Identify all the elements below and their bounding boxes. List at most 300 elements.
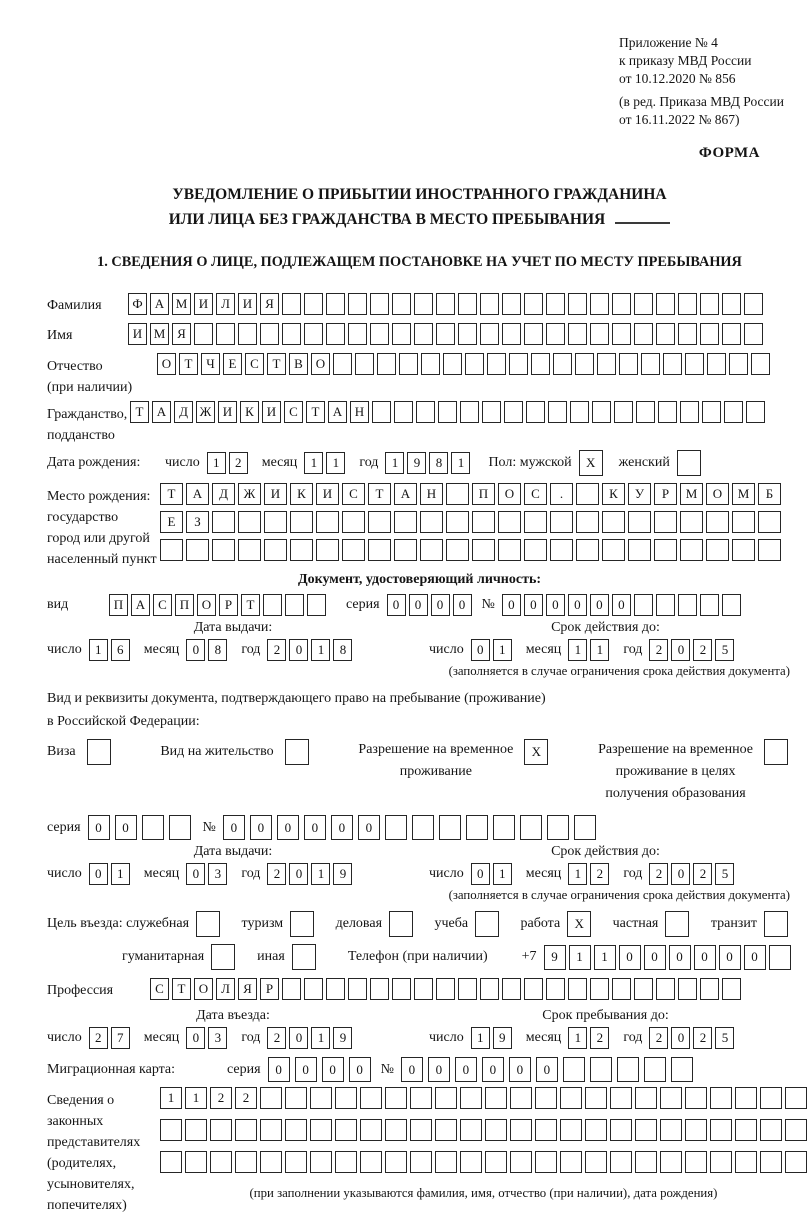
year-label: год bbox=[623, 1030, 643, 1045]
char-cell: 1 bbox=[160, 1087, 182, 1109]
empty-char-cell bbox=[285, 594, 304, 616]
empty-char-cell bbox=[635, 1087, 657, 1109]
char-cell: 0 bbox=[694, 945, 716, 970]
empty-char-cell bbox=[460, 1087, 482, 1109]
empty-char-cell bbox=[610, 1087, 632, 1109]
char-cell: 2 bbox=[210, 1087, 232, 1109]
char-cell: 8 bbox=[333, 639, 352, 661]
checkbox-cell bbox=[196, 911, 220, 937]
empty-char-cell bbox=[392, 293, 411, 315]
purpose-humanitarian bbox=[122, 944, 235, 970]
empty-char-cell bbox=[658, 401, 677, 423]
empty-char-cell bbox=[238, 539, 261, 561]
char-cell: 1 bbox=[451, 452, 470, 474]
series-label: серия bbox=[346, 597, 380, 612]
checkbox-cell bbox=[290, 911, 314, 937]
char-cell: 6 bbox=[111, 639, 130, 661]
entry-date bbox=[47, 1027, 419, 1049]
char-cell: Т bbox=[179, 353, 198, 375]
checkbox-cell bbox=[764, 911, 788, 937]
empty-char-cell bbox=[342, 511, 365, 533]
empty-char-cell bbox=[480, 293, 499, 315]
char-cell: О bbox=[194, 978, 213, 1000]
char-cell: И bbox=[262, 401, 281, 423]
doc-number-cells bbox=[502, 594, 741, 616]
empty-char-cell bbox=[368, 511, 391, 533]
purpose-private-label: частная bbox=[612, 916, 659, 931]
empty-char-cell bbox=[238, 323, 257, 345]
valid-until-label: Срок действия до: bbox=[551, 844, 660, 859]
annex-edit-note bbox=[619, 93, 792, 129]
empty-char-cell bbox=[597, 353, 616, 375]
char-cell: 0 bbox=[671, 1027, 690, 1049]
empty-char-cell bbox=[485, 1119, 507, 1141]
empty-char-cell bbox=[614, 401, 633, 423]
identity-issue-year-cells bbox=[267, 639, 352, 661]
residence-doc-date-headers bbox=[47, 844, 792, 860]
checkbox-cell bbox=[665, 911, 689, 937]
char-cell: 0 bbox=[509, 1057, 531, 1082]
char-cell: 0 bbox=[250, 815, 272, 840]
empty-char-cell bbox=[285, 1119, 307, 1141]
series-label: серия bbox=[47, 819, 81, 835]
month-label: месяц bbox=[143, 642, 180, 657]
empty-char-cell bbox=[485, 1087, 507, 1109]
empty-char-cell bbox=[546, 978, 565, 1000]
empty-char-cell bbox=[392, 323, 411, 345]
empty-char-cell bbox=[260, 1119, 282, 1141]
empty-char-cell bbox=[560, 1119, 582, 1141]
empty-char-cell bbox=[169, 815, 191, 840]
empty-char-cell bbox=[576, 539, 599, 561]
empty-char-cell bbox=[316, 539, 339, 561]
purpose-work-checkbox bbox=[567, 911, 591, 937]
residence-valid-date bbox=[419, 863, 792, 885]
empty-char-cell bbox=[585, 1087, 607, 1109]
char-cell: Н bbox=[350, 401, 369, 423]
empty-char-cell bbox=[576, 483, 599, 505]
stay-day-cells bbox=[471, 1027, 512, 1049]
empty-char-cell bbox=[535, 1151, 557, 1173]
empty-char-cell bbox=[663, 353, 682, 375]
doc-type-label: вид bbox=[47, 597, 69, 612]
empty-char-cell bbox=[671, 1057, 693, 1082]
char-cell: 1 bbox=[111, 863, 130, 885]
empty-char-cell bbox=[641, 353, 660, 375]
empty-char-cell bbox=[509, 353, 528, 375]
empty-char-cell bbox=[264, 511, 287, 533]
option-residence-permit bbox=[160, 739, 308, 765]
temp-residence-checkbox bbox=[524, 739, 548, 765]
empty-char-cell bbox=[285, 1087, 307, 1109]
empty-char-cell bbox=[458, 323, 477, 345]
empty-char-cell bbox=[458, 293, 477, 315]
surname-cells bbox=[128, 293, 763, 315]
patronymic-label bbox=[47, 353, 157, 398]
empty-char-cell bbox=[636, 401, 655, 423]
empty-char-cell bbox=[394, 539, 417, 561]
char-cell: 0 bbox=[455, 1057, 477, 1082]
empty-char-cell bbox=[326, 293, 345, 315]
empty-char-cell bbox=[436, 323, 455, 345]
patronymic-label-line2: (при наличии) bbox=[47, 380, 133, 395]
day-label: число bbox=[47, 866, 82, 881]
empty-char-cell bbox=[656, 594, 675, 616]
empty-char-cell bbox=[446, 483, 469, 505]
residence-valid-year-cells bbox=[649, 863, 734, 885]
char-cell: 0 bbox=[277, 815, 299, 840]
empty-char-cell bbox=[210, 1151, 232, 1173]
purpose-transit-checkbox bbox=[764, 911, 788, 937]
char-cell: М bbox=[172, 293, 191, 315]
char-cell: 0 bbox=[590, 594, 609, 616]
empty-char-cell bbox=[348, 323, 367, 345]
empty-char-cell bbox=[290, 539, 313, 561]
char-cell: У bbox=[628, 483, 651, 505]
option-visa bbox=[47, 739, 111, 765]
empty-char-cell bbox=[510, 1087, 532, 1109]
empty-char-cell bbox=[560, 1087, 582, 1109]
char-cell: 0 bbox=[471, 863, 490, 885]
char-cell: П bbox=[109, 594, 128, 616]
form-title-line2 bbox=[47, 207, 792, 232]
char-cell: 1 bbox=[568, 1027, 587, 1049]
empty-char-cell bbox=[634, 978, 653, 1000]
char-cell: 0 bbox=[524, 594, 543, 616]
empty-char-cell bbox=[435, 1087, 457, 1109]
char-cell: Ф bbox=[128, 293, 147, 315]
checkbox-cell: X bbox=[567, 911, 591, 937]
char-cell: О bbox=[157, 353, 176, 375]
char-cell: 0 bbox=[268, 1057, 290, 1082]
empty-char-cell bbox=[326, 323, 345, 345]
empty-char-cell bbox=[735, 1087, 757, 1109]
purpose-other-label: иная bbox=[257, 949, 285, 964]
empty-char-cell bbox=[282, 323, 301, 345]
empty-char-cell bbox=[335, 1119, 357, 1141]
checkbox-cell: X bbox=[579, 450, 603, 476]
entry-month-cells bbox=[186, 1027, 227, 1049]
empty-char-cell bbox=[260, 1087, 282, 1109]
empty-char-cell bbox=[610, 1119, 632, 1141]
form-title bbox=[47, 182, 792, 232]
purpose-tourism-label: туризм bbox=[241, 916, 284, 931]
empty-char-cell bbox=[285, 1151, 307, 1173]
empty-char-cell bbox=[392, 978, 411, 1000]
empty-char-cell bbox=[290, 511, 313, 533]
purpose-business-checkbox bbox=[389, 911, 413, 937]
empty-char-cell bbox=[634, 293, 653, 315]
char-cell: Т bbox=[368, 483, 391, 505]
empty-char-cell bbox=[502, 978, 521, 1000]
birth-place-label-line4: населенный пункт bbox=[47, 552, 157, 567]
empty-char-cell bbox=[590, 293, 609, 315]
representatives-label-line: попечителях) bbox=[47, 1198, 127, 1213]
citizenship-label-line1: Гражданство, bbox=[47, 407, 128, 422]
purpose-official-checkbox bbox=[196, 911, 220, 937]
empty-char-cell bbox=[304, 323, 323, 345]
empty-char-cell bbox=[502, 293, 521, 315]
empty-char-cell bbox=[574, 815, 596, 840]
char-cell: 0 bbox=[719, 945, 741, 970]
char-cell: С bbox=[150, 978, 169, 1000]
residence-doc-intro1: Вид и реквизиты документа, подтверждающего право на пребывание (проживание) bbox=[47, 691, 546, 706]
stay-until-label: Срок пребывания до: bbox=[542, 1008, 669, 1023]
empty-char-cell bbox=[722, 978, 741, 1000]
checkbox-cell bbox=[764, 739, 788, 765]
empty-char-cell bbox=[524, 293, 543, 315]
empty-char-cell bbox=[310, 1151, 332, 1173]
representatives-row bbox=[47, 1087, 792, 1216]
empty-char-cell bbox=[760, 1119, 782, 1141]
empty-char-cell bbox=[342, 539, 365, 561]
char-cell: К bbox=[602, 483, 625, 505]
char-cell: И bbox=[316, 483, 339, 505]
empty-char-cell bbox=[575, 353, 594, 375]
empty-char-cell bbox=[510, 1151, 532, 1173]
purpose-study-label: учеба bbox=[434, 916, 469, 931]
char-cell: Т bbox=[172, 978, 191, 1000]
empty-char-cell bbox=[656, 323, 675, 345]
char-cell: Д bbox=[212, 483, 235, 505]
char-cell: О bbox=[706, 483, 729, 505]
migration-number-cells bbox=[401, 1057, 693, 1082]
profession-cells bbox=[150, 978, 741, 1000]
char-cell: С bbox=[342, 483, 365, 505]
checkbox-cell bbox=[677, 450, 701, 476]
char-cell: А bbox=[152, 401, 171, 423]
char-cell: 2 bbox=[590, 1027, 609, 1049]
empty-char-cell bbox=[602, 511, 625, 533]
identity-issue-date bbox=[47, 639, 419, 661]
purpose-study-checkbox bbox=[475, 911, 499, 937]
char-cell: 0 bbox=[387, 594, 406, 616]
empty-char-cell bbox=[235, 1151, 257, 1173]
empty-char-cell bbox=[443, 353, 462, 375]
char-cell: 1 bbox=[304, 452, 323, 474]
checkbox-cell bbox=[285, 739, 309, 765]
char-cell: И bbox=[238, 293, 257, 315]
empty-char-cell bbox=[710, 1119, 732, 1141]
empty-char-cell bbox=[460, 1119, 482, 1141]
empty-char-cell bbox=[282, 293, 301, 315]
char-cell: 5 bbox=[715, 863, 734, 885]
empty-char-cell bbox=[263, 594, 282, 616]
char-cell: 2 bbox=[693, 1027, 712, 1049]
profession-row bbox=[47, 978, 792, 1001]
empty-char-cell bbox=[619, 353, 638, 375]
char-cell: 1 bbox=[568, 863, 587, 885]
char-cell: П bbox=[175, 594, 194, 616]
empty-char-cell bbox=[310, 1087, 332, 1109]
empty-char-cell bbox=[526, 401, 545, 423]
char-cell: 9 bbox=[544, 945, 566, 970]
valid-until-label: Срок действия до: bbox=[551, 620, 660, 635]
citizenship-cells bbox=[130, 401, 765, 423]
empty-char-cell bbox=[592, 401, 611, 423]
char-cell: И bbox=[218, 401, 237, 423]
phone-cells bbox=[544, 945, 791, 970]
char-cell: 0 bbox=[409, 594, 428, 616]
birth-place-label bbox=[47, 483, 160, 570]
empty-char-cell bbox=[546, 323, 565, 345]
empty-char-cell bbox=[212, 511, 235, 533]
char-cell: 0 bbox=[186, 1027, 205, 1049]
representatives-note: (при заполнении указываются фамилия, имя, отчество (при наличии), дата рождения) bbox=[249, 1186, 718, 1200]
identity-valid-month-cells bbox=[568, 639, 609, 661]
empty-char-cell bbox=[746, 401, 765, 423]
empty-char-cell bbox=[421, 353, 440, 375]
char-cell: 2 bbox=[267, 639, 286, 661]
number-label: № bbox=[380, 1061, 394, 1077]
empty-char-cell bbox=[680, 401, 699, 423]
visa-label: Виза bbox=[47, 744, 76, 759]
entry-day-cells bbox=[89, 1027, 130, 1049]
purpose-humanitarian-label: гуманитарная bbox=[122, 949, 205, 964]
char-cell: 1 bbox=[568, 639, 587, 661]
residence-number-cells bbox=[223, 815, 596, 840]
humanitarian-phone-row bbox=[122, 944, 792, 970]
empty-char-cell bbox=[458, 978, 477, 1000]
empty-char-cell bbox=[498, 539, 521, 561]
char-cell: 9 bbox=[333, 863, 352, 885]
empty-char-cell bbox=[628, 511, 651, 533]
char-cell: 1 bbox=[471, 1027, 490, 1049]
char-cell: Р bbox=[219, 594, 238, 616]
empty-char-cell bbox=[333, 353, 352, 375]
empty-char-cell bbox=[438, 401, 457, 423]
empty-char-cell bbox=[535, 1087, 557, 1109]
empty-char-cell bbox=[465, 353, 484, 375]
empty-char-cell bbox=[700, 978, 719, 1000]
char-cell: 0 bbox=[289, 1027, 308, 1049]
residence-series-cells bbox=[88, 815, 191, 840]
char-cell: И bbox=[128, 323, 147, 345]
identity-valid-date bbox=[419, 639, 792, 661]
empty-char-cell bbox=[439, 815, 461, 840]
empty-char-cell bbox=[758, 539, 781, 561]
char-cell: 1 bbox=[493, 863, 512, 885]
char-cell: 9 bbox=[493, 1027, 512, 1049]
empty-char-cell bbox=[735, 1151, 757, 1173]
birth-place-row bbox=[47, 483, 792, 570]
birth-place-cells-row3 bbox=[160, 539, 781, 561]
empty-char-cell bbox=[372, 401, 391, 423]
entry-stay-dates bbox=[47, 1027, 792, 1049]
char-cell: 0 bbox=[223, 815, 245, 840]
empty-char-cell bbox=[194, 323, 213, 345]
empty-char-cell bbox=[700, 323, 719, 345]
char-cell: 1 bbox=[311, 1027, 330, 1049]
empty-char-cell bbox=[724, 401, 743, 423]
empty-char-cell bbox=[420, 511, 443, 533]
migration-card-row bbox=[47, 1057, 792, 1082]
empty-char-cell bbox=[563, 1057, 585, 1082]
char-cell: 5 bbox=[715, 639, 734, 661]
char-cell: Р bbox=[654, 483, 677, 505]
empty-char-cell bbox=[520, 815, 542, 840]
empty-char-cell bbox=[142, 815, 164, 840]
given-name-row bbox=[47, 323, 792, 346]
char-cell: 0 bbox=[536, 1057, 558, 1082]
birth-place-label-line1: Место рождения: bbox=[47, 489, 151, 504]
forma-label: ФОРМА bbox=[698, 145, 760, 161]
char-cell: Я bbox=[238, 978, 257, 1000]
char-cell: 0 bbox=[482, 1057, 504, 1082]
char-cell: 3 bbox=[208, 863, 227, 885]
empty-char-cell bbox=[160, 539, 183, 561]
temp-residence-edu-label-line3: получения образования bbox=[605, 786, 746, 801]
month-label: месяц bbox=[143, 866, 180, 881]
char-cell: 0 bbox=[744, 945, 766, 970]
empty-char-cell bbox=[399, 353, 418, 375]
empty-char-cell bbox=[335, 1087, 357, 1109]
empty-char-cell bbox=[480, 978, 499, 1000]
surname-row bbox=[47, 293, 792, 316]
form-title-line1: УВЕДОМЛЕНИЕ О ПРИБЫТИИ ИНОСТРАННОГО ГРАЖДАНИНА bbox=[172, 186, 667, 203]
char-cell: 0 bbox=[546, 594, 565, 616]
temp-residence-edu-label bbox=[598, 739, 753, 805]
empty-char-cell bbox=[410, 1151, 432, 1173]
day-label: число bbox=[429, 642, 464, 657]
profession-label: Профессия bbox=[47, 983, 114, 998]
temp-residence-edu-label-line2: проживание в целях bbox=[615, 764, 736, 779]
char-cell: 0 bbox=[322, 1057, 344, 1082]
empty-char-cell bbox=[531, 353, 550, 375]
empty-char-cell bbox=[680, 511, 703, 533]
residence-issue-year-cells bbox=[267, 863, 352, 885]
char-cell: 2 bbox=[267, 1027, 286, 1049]
char-cell: 0 bbox=[619, 945, 641, 970]
empty-char-cell bbox=[524, 511, 547, 533]
migration-series-cells bbox=[268, 1057, 371, 1082]
empty-char-cell bbox=[498, 511, 521, 533]
residence-doc-series-row bbox=[47, 815, 792, 840]
char-cell: Ж bbox=[196, 401, 215, 423]
annex-note-line: (в ред. Приказа МВД России bbox=[619, 94, 784, 109]
month-label: месяц bbox=[525, 866, 562, 881]
sex-female-label: женский bbox=[618, 455, 670, 470]
empty-char-cell bbox=[510, 1119, 532, 1141]
annex-line: к приказу МВД России bbox=[619, 53, 752, 68]
entry-year-cells bbox=[267, 1027, 352, 1049]
stay-year-cells bbox=[649, 1027, 734, 1049]
char-cell: 0 bbox=[289, 863, 308, 885]
empty-char-cell bbox=[568, 323, 587, 345]
empty-char-cell bbox=[335, 1151, 357, 1173]
char-cell: С bbox=[284, 401, 303, 423]
char-cell: И bbox=[194, 293, 213, 315]
char-cell: 0 bbox=[295, 1057, 317, 1082]
empty-char-cell bbox=[590, 978, 609, 1000]
char-cell: 0 bbox=[88, 815, 110, 840]
char-cell: 0 bbox=[331, 815, 353, 840]
empty-char-cell bbox=[576, 511, 599, 533]
empty-char-cell bbox=[660, 1119, 682, 1141]
given-name-label: Имя bbox=[47, 328, 73, 343]
empty-char-cell bbox=[394, 401, 413, 423]
representatives-label-line: Сведения о bbox=[47, 1093, 115, 1108]
empty-char-cell bbox=[568, 978, 587, 1000]
temp-residence-edu-checkbox bbox=[764, 739, 788, 765]
empty-char-cell bbox=[310, 1119, 332, 1141]
char-cell: В bbox=[289, 353, 308, 375]
char-cell: 0 bbox=[401, 1057, 423, 1082]
citizenship-row bbox=[47, 401, 792, 446]
char-cell: 0 bbox=[612, 594, 631, 616]
annex-line: от 10.12.2020 № 856 bbox=[619, 71, 736, 86]
representatives-label bbox=[47, 1087, 160, 1216]
